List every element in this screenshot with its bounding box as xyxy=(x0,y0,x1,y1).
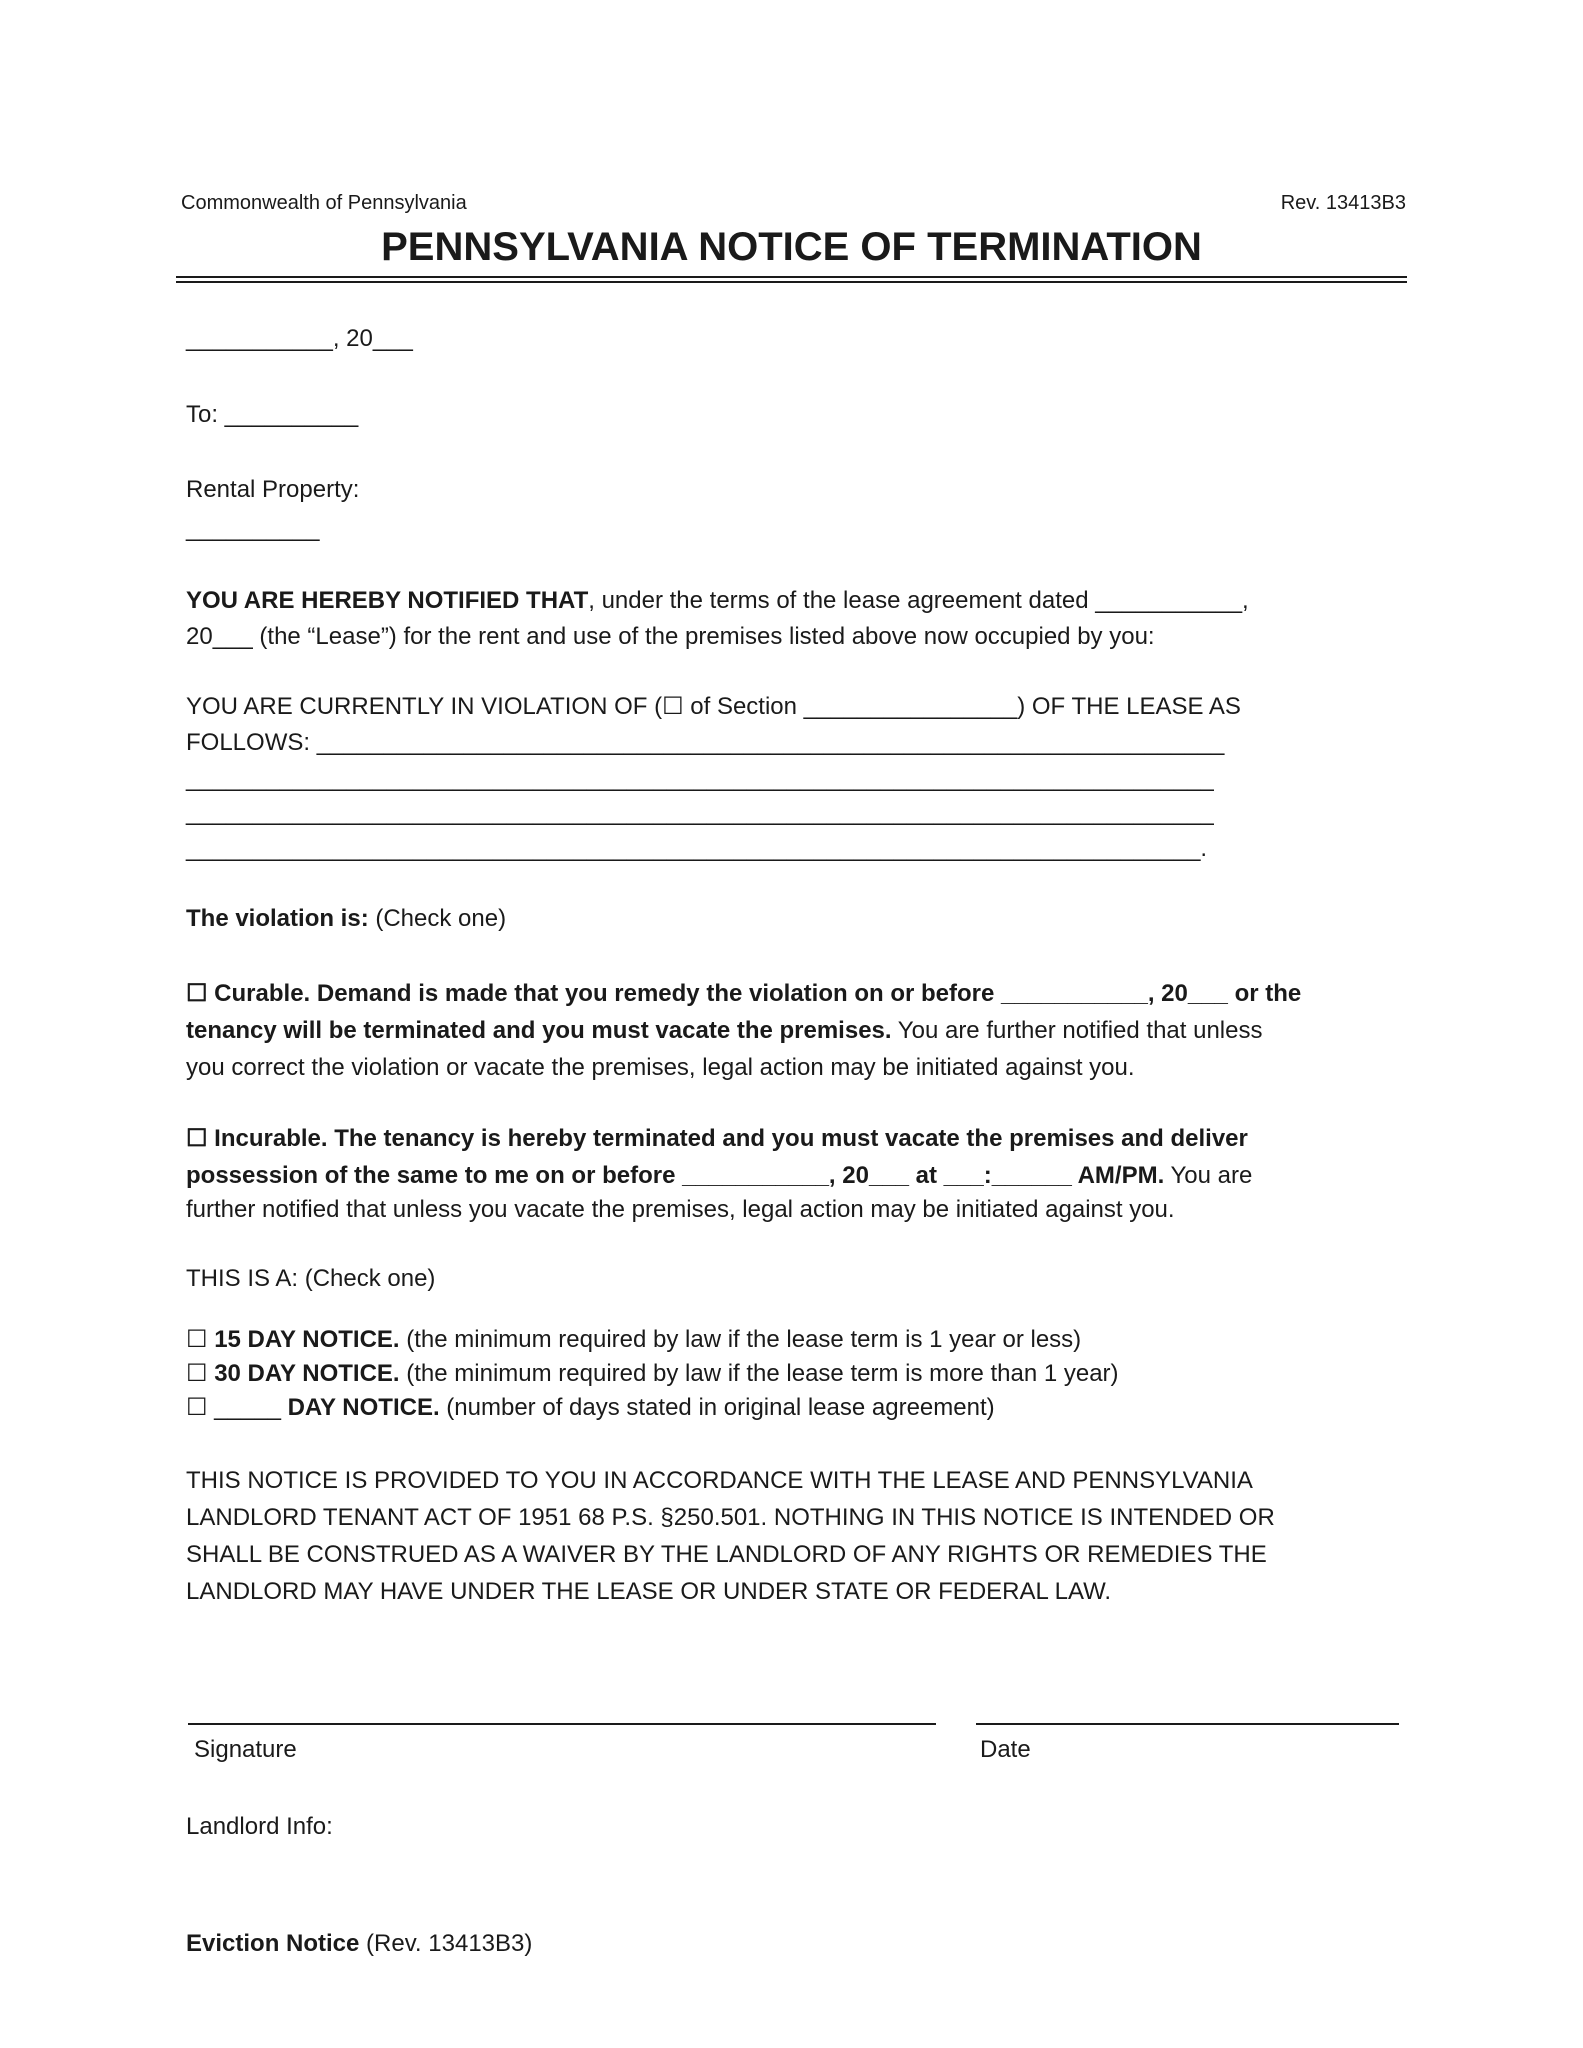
legal-line-1: THIS NOTICE IS PROVIDED TO YOU IN ACCORDANCE WITH THE LEASE AND PENNSYLVANIA xyxy=(186,1467,1253,1494)
checkbox[interactable]: ☐ xyxy=(186,1326,215,1353)
title-rule-bottom xyxy=(176,281,1407,283)
curable-bold: tenancy will be terminated and you must vacate the premises. xyxy=(186,1017,892,1044)
curable-line-2 xyxy=(186,1016,1262,1046)
footer xyxy=(186,1929,532,1959)
notice-option-30-day[interactable] xyxy=(186,1359,1119,1389)
notice-option-text: (the minimum required by law if the lease term is 1 year or less) xyxy=(399,1326,1082,1353)
curable-line-3: you correct the violation or vacate the premises, legal action may be initiated against you. xyxy=(186,1054,1135,1081)
rental-property-field[interactable]: __________ xyxy=(186,515,320,542)
violation-line-2[interactable]: FOLLOWS: ____________________________________________________________________ xyxy=(186,729,1225,756)
violation-type-bold: The violation is: xyxy=(186,905,369,932)
checkbox[interactable]: ☐ _____ xyxy=(186,1394,288,1421)
legal-line-2: LANDLORD TENANT ACT OF 1951 68 P.S. §250.501. NOTHING IN THIS NOTICE IS INTENDED OR xyxy=(186,1504,1275,1531)
curable-text: You are further notified that unless xyxy=(891,1017,1263,1044)
violation-type-text: (Check one) xyxy=(368,905,507,932)
signature-label: Signature xyxy=(194,1736,297,1763)
violation-type-heading xyxy=(186,904,506,934)
violation-line-4[interactable]: _____________________________________________________________________________ xyxy=(186,799,1214,826)
date-field[interactable]: ___________, 20___ xyxy=(186,325,413,352)
intro-line-1 xyxy=(186,586,1249,616)
header-jurisdiction: Commonwealth of Pennsylvania xyxy=(181,192,467,214)
incurable-line-1[interactable]: ☐ Incurable. The tenancy is hereby terminated and you must vacate the premises and deliver xyxy=(186,1125,1248,1152)
notice-option-text: (the minimum required by law if the lease term is more than 1 year) xyxy=(399,1360,1119,1387)
notice-option-text: (number of days stated in original lease agreement) xyxy=(439,1394,995,1421)
notice-option-bold: DAY NOTICE. xyxy=(287,1394,440,1421)
intro-line-2: 20___ (the “Lease”) for the rent and use of the premises listed above now occupied by you: xyxy=(186,623,1155,650)
violation-line-1: YOU ARE CURRENTLY IN VIOLATION OF (☐ of Section ________________) OF THE LEASE AS xyxy=(186,693,1241,720)
checkbox[interactable]: ☐ xyxy=(186,1360,215,1387)
legal-line-3: SHALL BE CONSTRUED AS A WAIVER BY THE LANDLORD OF ANY RIGHTS OR REMEDIES THE xyxy=(186,1541,1267,1568)
legal-line-4: LANDLORD MAY HAVE UNDER THE LEASE OR UNDER STATE OR FEDERAL LAW. xyxy=(186,1578,1112,1605)
document-title: PENNSYLVANIA NOTICE OF TERMINATION xyxy=(381,225,1202,269)
header-revision: Rev. 13413B3 xyxy=(1280,192,1406,214)
recipient-field[interactable]: To: __________ xyxy=(186,401,359,428)
notice-option-bold: 15 DAY NOTICE. xyxy=(214,1326,400,1353)
notice-type-heading: THIS IS A: (Check one) xyxy=(186,1265,436,1292)
date-line[interactable] xyxy=(976,1723,1399,1725)
incurable-text: You are xyxy=(1164,1162,1253,1189)
notice-option-15-day[interactable] xyxy=(186,1325,1081,1355)
intro-text-1: , under the terms of the lease agreement dated ___________, xyxy=(588,587,1249,614)
footer-bold: Eviction Notice xyxy=(186,1930,360,1957)
violation-line-5[interactable]: ____________________________________________________________________________. xyxy=(186,835,1208,862)
notice-option-custom-day[interactable] xyxy=(186,1393,995,1423)
incurable-line-2 xyxy=(186,1161,1252,1191)
incurable-bold: possession of the same to me on or before ___________, 20___ at ___:______ AM/PM. xyxy=(186,1162,1165,1189)
landlord-info-label: Landlord Info: xyxy=(186,1813,333,1840)
violation-line-3[interactable]: _____________________________________________________________________________ xyxy=(186,765,1214,792)
rental-property-label: Rental Property: xyxy=(186,476,360,503)
curable-line-1[interactable]: ☐ Curable. Demand is made that you remedy the violation on or before ___________, 20___ or the xyxy=(186,980,1302,1007)
date-label: Date xyxy=(980,1736,1031,1763)
footer-text: (Rev. 13413B3) xyxy=(359,1930,533,1957)
title-rule-top xyxy=(176,276,1407,278)
signature-line[interactable] xyxy=(188,1723,936,1725)
intro-bold: YOU ARE HEREBY NOTIFIED THAT xyxy=(186,587,589,614)
notice-option-bold: 30 DAY NOTICE. xyxy=(214,1360,400,1387)
incurable-line-3: further notified that unless you vacate the premises, legal action may be initiated against you. xyxy=(186,1196,1175,1223)
